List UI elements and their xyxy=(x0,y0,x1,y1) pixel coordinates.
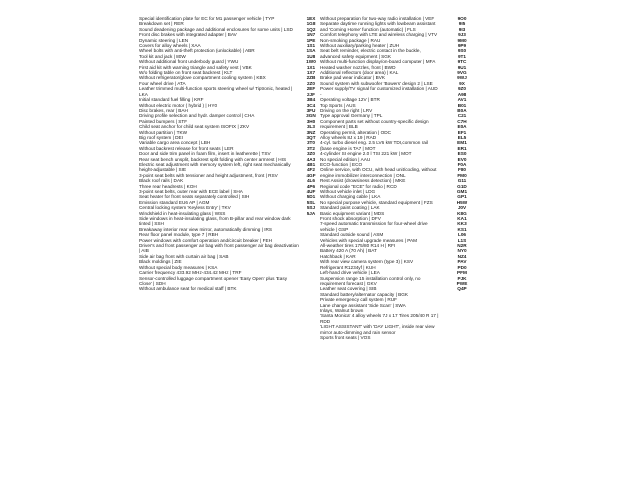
option-description: Regional code "ECE" for radio | RCD xyxy=(320,183,397,189)
option-code: 9T1 xyxy=(457,53,467,59)
option-description: Lane change assistant 'Side Scan' | SWA xyxy=(320,302,406,308)
option-description: Without refrigerator/glove compartment cooling system | KBX xyxy=(139,75,266,81)
option-description: No special purpose vehicle, standard equipment | FZS xyxy=(320,199,433,205)
option-code: KS1 xyxy=(457,226,467,232)
option-code: 9WJ xyxy=(457,75,467,81)
option-code: EM1 xyxy=(457,140,467,146)
option-code: 4B1 xyxy=(306,161,316,167)
option-description: Left-hand drive vehicle | LEA xyxy=(320,270,380,276)
option-description: Central locking system 'Keyless Entry' | TKV xyxy=(139,205,231,211)
option-code: PWE xyxy=(456,280,468,286)
option-code: 2EF xyxy=(306,86,316,92)
option-description: Rest Assist (drowsiness detection) | MKE xyxy=(320,178,406,184)
option-code: NZ4 xyxy=(457,253,467,259)
option-code: ES0 xyxy=(457,151,467,157)
option-code: 3GN xyxy=(306,113,316,119)
option-description: Black moldings | ZIE xyxy=(139,259,182,265)
option-description: Driver's and front passenger air bag with front passenger air bag deactivation | AIB xyxy=(139,243,299,254)
option-code: PJK xyxy=(457,275,467,281)
option-description: Suspension range 15 installation control only, no requirement forecast | GKV xyxy=(320,275,421,286)
option-description: Hatchback | KAR xyxy=(320,253,356,259)
option-code: 3NZ xyxy=(306,129,316,135)
option-code: PFM xyxy=(457,270,467,276)
right-code-column xyxy=(442,16,482,292)
option-code: 1G8 xyxy=(306,21,316,27)
option-description: Breakaway interior rear view mirror, automatically dimming | IRS xyxy=(139,226,273,232)
option-code: 9I5 xyxy=(458,21,466,27)
option-description: Special identification plate for EC for M1 passenger vehicle | TYP xyxy=(139,16,275,21)
option-description: Standard outside sound | ASM xyxy=(320,232,384,238)
option-description: Basic equipment variant | MDS xyxy=(320,210,385,216)
option-code: C21 xyxy=(457,113,467,119)
option-code: Q4P xyxy=(457,286,467,292)
option-description: Without multi-function display/on-board computer | MFA xyxy=(320,59,436,65)
option-description: Without partition | TKW xyxy=(139,129,188,135)
option-code: 3QT xyxy=(306,134,316,140)
option-code: AV1 xyxy=(457,97,467,103)
option-description: Sports front seats | VOS xyxy=(320,334,371,340)
option-description: Without ambulance seat for medical staff | BTK xyxy=(139,286,237,292)
option-description: Seat heater for front seats separately controlled | SIH xyxy=(139,194,250,200)
option-description: Leather seat covering | SIB xyxy=(320,286,377,292)
option-code: 3L3 xyxy=(306,124,316,130)
option-description: Disc brakes, rear | BAH xyxy=(139,107,188,113)
option-description: - xyxy=(320,91,322,97)
option-description: Without auxiliary/parking heater | ZUH xyxy=(320,43,400,49)
option-code: G1D xyxy=(457,183,467,189)
option-description: Emission standard EU6 AP | AGM xyxy=(139,199,210,205)
option-description: Rear floor panel module, type 7 | RBH xyxy=(139,232,219,238)
option-code: PD0 xyxy=(457,264,467,270)
option-code: 2JF xyxy=(306,91,316,97)
option-description: Rear seat bench unsplit, backrest split folding with center armrest | HIS xyxy=(139,156,287,162)
option-description: 4-cyl. turbo diesel eng. 2.5 LV6 kW TDI,common rail (base engine is TA7 | MOT xyxy=(320,140,428,151)
option-description: Non-smoking package | RAU xyxy=(320,37,381,43)
option-description: Wheel bolts with anti-theft protection (unlockable) | ABR xyxy=(139,48,255,54)
option-code: 3T0 xyxy=(306,140,316,146)
option-description: Front disc brakes with integrated adapter | BAV xyxy=(139,32,237,38)
option-description: Comfort telephony with LTE and wireless charging | VTV xyxy=(320,32,438,38)
option-description: Without backrest release for front seats | LER xyxy=(139,145,234,151)
option-code: 5JA xyxy=(306,210,316,216)
option-description: Brake pad wear indicator | BVK xyxy=(320,75,386,81)
option-description: 3-point seat belts with tensioner and height adjustment, front | RSV xyxy=(139,172,278,178)
option-code: 1X7 xyxy=(306,70,316,76)
option-description: All-weather tires 175/80 R14 H | RFI xyxy=(320,243,396,249)
option-description: ECO-function | ECO xyxy=(320,161,363,167)
option-description: 'Santa Monica' 4 alloy wheels 7J x 17 Tires 205/40 R 17 | RDD xyxy=(320,313,439,324)
option-code: 9TC xyxy=(457,59,467,65)
option-code: 3Z0 xyxy=(306,151,316,157)
option-description: Type approval Germany | TPL xyxy=(320,113,383,119)
option-description: Leather trimmed multi-function sports steering wheel w/ Tiptronic, heated | LKA xyxy=(139,86,293,97)
option-description: 7-speed automatic transmission for four-wheel drive vehicle | GSP xyxy=(320,221,428,232)
option-description: Driving profile selection and hydr. damper control | CHA xyxy=(139,113,255,119)
option-description: Door and side trim panel in foam film, insert in leatherette | TSV xyxy=(139,151,271,157)
option-code: 9X xyxy=(459,80,465,86)
option-description: Power windows with comfort operation and/circuit breaker | FEH xyxy=(139,237,273,243)
option-description: Sensor-controlled luggage compartment opener 'Easy Open' plus 'Easy Close' | SDH xyxy=(139,275,288,286)
option-code: 4L6 xyxy=(306,178,316,184)
option-description: First aid kit with warning triangle and safety vest | VBK xyxy=(139,64,252,70)
option-code: 9S0 xyxy=(457,48,467,54)
right-option-list xyxy=(320,16,440,340)
option-code: 9Z0 xyxy=(457,86,467,92)
option-description: Sound deadening package and additional enclosures for some units | LSD xyxy=(139,26,293,32)
option-code: 9P9 xyxy=(457,43,467,49)
option-description: Breakdown set | RER xyxy=(139,21,184,27)
option-code: J0V xyxy=(457,205,467,211)
option-code: 3T2 xyxy=(306,145,316,151)
option-description: Initial standard fuel filling | KRF xyxy=(139,97,204,103)
option-code: L1S xyxy=(457,237,467,243)
option-description: Heated washer nozzles, front | BWD xyxy=(320,64,396,70)
option-code: EF1 xyxy=(457,129,467,135)
option-code: 4GF xyxy=(306,172,316,178)
option-code: B01 xyxy=(457,102,467,108)
option-code: 2Z0 xyxy=(306,80,316,86)
option-description: Three rear headrests | KOH xyxy=(139,183,197,189)
option-description: Child seat anchor for child seat system ISOFIX | ZKV xyxy=(139,124,250,130)
option-code: 1W0 xyxy=(306,59,316,65)
option-description: Without preparation for two-way radio installation | VEF xyxy=(320,16,435,21)
option-description: Front shock absorption | DFV xyxy=(320,216,381,222)
option-code: PAV xyxy=(457,259,467,265)
option-code: 9O0 xyxy=(457,16,467,21)
option-code: 3C4 xyxy=(306,102,316,108)
option-code: 4UF xyxy=(306,189,316,194)
option-description: Covers for alloy wheels | XAA xyxy=(139,43,201,49)
option-description: Tool kit and jack | 80W xyxy=(139,53,186,59)
option-description: Carrier frequency 433.92 MHz-434.42 MHz | TRF xyxy=(139,270,242,276)
option-description: Without charging cable | LKA xyxy=(320,194,381,200)
option-code: C7H xyxy=(457,118,467,124)
option-description: Separate daytime running lights with lowbeam assistant and 'Coming Home' function (automatic) | FLS xyxy=(320,21,436,32)
option-code: H5W xyxy=(456,199,468,205)
option-code: 1X1 xyxy=(306,64,316,70)
option-code: 9J3 xyxy=(458,32,466,38)
option-code: 1PE xyxy=(306,37,316,43)
option-description: Alloy wheels 8J x 19 | RAD xyxy=(320,134,377,140)
option-code: KK3 xyxy=(457,221,467,227)
option-description: Standard paint coating | LAK xyxy=(320,205,380,211)
option-code: GM1 xyxy=(456,189,468,194)
option-code: F0A xyxy=(457,161,467,167)
option-description: Power supply/TV signal for customized installation | AUD xyxy=(320,86,438,92)
option-description: Variable cargo area concept | LBH xyxy=(139,140,211,146)
option-code: 9U1 xyxy=(457,64,467,70)
option-code: 1Q2 xyxy=(306,26,316,32)
option-code: GP1 xyxy=(457,194,467,200)
option-code: 9M0 xyxy=(457,37,467,43)
option-code: N2R xyxy=(457,243,467,249)
option-code: 3H0 xyxy=(306,118,316,124)
option-description: Big roof system | DEI xyxy=(139,134,183,140)
option-code: 4P6 xyxy=(306,183,316,189)
option-description: 'LIGHT ASSISTANT' with 'DAY LIGHT', inside rear view mirror auto-dimming and rain sensor xyxy=(320,324,435,335)
option-description: Electric seat adjustment with memory system left, right seat mechanically height-adjustable | SIE xyxy=(139,161,291,173)
option-description: Component parts set without country-specific design requirement | BLB xyxy=(320,118,429,130)
option-code: 9VG xyxy=(457,70,467,76)
option-code: 5SJ xyxy=(306,205,316,211)
option-code: NY0 xyxy=(457,248,467,254)
option-description: W/o folding table on front seat backrest | KLT xyxy=(139,70,233,76)
option-description: Dynamic steering | LEN xyxy=(139,37,189,43)
option-description: Driving on the right | LRV xyxy=(320,107,373,113)
option-description: Online service, with OCU, with head unit/coding, without engine immobilizer interconnection | ONL xyxy=(320,167,437,178)
option-code: 9I3 xyxy=(458,26,466,32)
option-code: 3FU xyxy=(306,107,316,113)
option-description: Without additional front underbody guard | YWU xyxy=(139,59,239,65)
option-code: L06 xyxy=(457,232,467,238)
option-code: 4F2 xyxy=(306,167,316,173)
option-code: F80 xyxy=(457,167,467,173)
option-description: Four wheel drive | ATA xyxy=(139,80,186,86)
option-code: 5SL xyxy=(306,199,316,205)
option-code: 4A3 xyxy=(306,156,316,162)
option-description: Black roof rails | DAK xyxy=(139,178,184,184)
option-code: G11 xyxy=(457,178,467,184)
option-description: Without special body measures | KSA xyxy=(139,264,218,270)
option-code: 1EX xyxy=(306,16,316,21)
option-code: ER1 xyxy=(457,145,467,151)
option-code: B0A xyxy=(457,107,467,113)
option-code: A98 xyxy=(457,91,467,97)
option-description: Battery 420 A (70 Ah) | BAT xyxy=(320,248,377,254)
option-code: 1U8 xyxy=(306,53,316,59)
option-description: Refrigerant R1234yf | KUH xyxy=(320,264,376,270)
option-description: Operating permit, alteration | ODC xyxy=(320,129,392,135)
option-code: EV0 xyxy=(457,156,467,162)
option-description: Side air bag front with curtain air bag | SAB xyxy=(139,253,229,259)
option-description: Side windows in heat-insulating glass, from B-pillar and rear window dark tinted | SSH xyxy=(139,216,291,227)
option-description: Additional reflectors (door area) | KAL xyxy=(320,70,399,76)
left-option-list xyxy=(139,16,299,292)
option-code: 2ZB xyxy=(306,75,316,81)
option-code: 5D1 xyxy=(306,194,316,200)
option-code: 1N7 xyxy=(306,32,316,38)
option-description: 3-point seat belts, outer rear with ECE label | SHA xyxy=(139,189,243,194)
option-description: Seat belt reminder, electric contact in the buckle, advanced safety equipment | SGK xyxy=(320,48,421,59)
option-description: Inlays, Walnut brown xyxy=(320,307,364,313)
option-description: Painted bumpers | STF xyxy=(139,118,188,124)
option-description: Windshield in heat-insulating glass | WSS xyxy=(139,210,226,216)
option-description: Vehicles with special upgrade measures | PAM xyxy=(320,237,418,243)
option-code: 1SA xyxy=(306,48,316,54)
option-description: Without electric motor ( hybrid ) | HY0 xyxy=(139,102,218,108)
option-description: Standard battery/alternator capacity | BGK xyxy=(320,291,408,297)
option-code: KA1 xyxy=(457,216,467,222)
option-description: Private emergency call system | RUF xyxy=(320,297,398,303)
option-code: 3B4 xyxy=(306,97,316,103)
option-description: Top Sports | AUS xyxy=(320,102,356,108)
option-code: EL5 xyxy=(457,134,467,140)
option-code: FM0 xyxy=(457,172,467,178)
option-description: With rear view camera system (type 3) | KSV xyxy=(320,259,414,265)
option-code: K8G xyxy=(457,210,467,216)
option-description: Sound system with subwoofer 'Bowers' design 2 | LSE xyxy=(320,80,433,86)
option-description: 4-cylinder SI engine 2.0 l TSI 221 kW | MOT xyxy=(320,151,412,157)
option-code: 1S1 xyxy=(306,43,316,49)
option-description: Operating voltage 12V | BTR xyxy=(320,97,380,103)
option-description: Without vehicle inlet | LDG xyxy=(320,189,376,194)
option-description: No special edition | AAU xyxy=(320,156,371,162)
option-code: E0A xyxy=(457,124,467,130)
